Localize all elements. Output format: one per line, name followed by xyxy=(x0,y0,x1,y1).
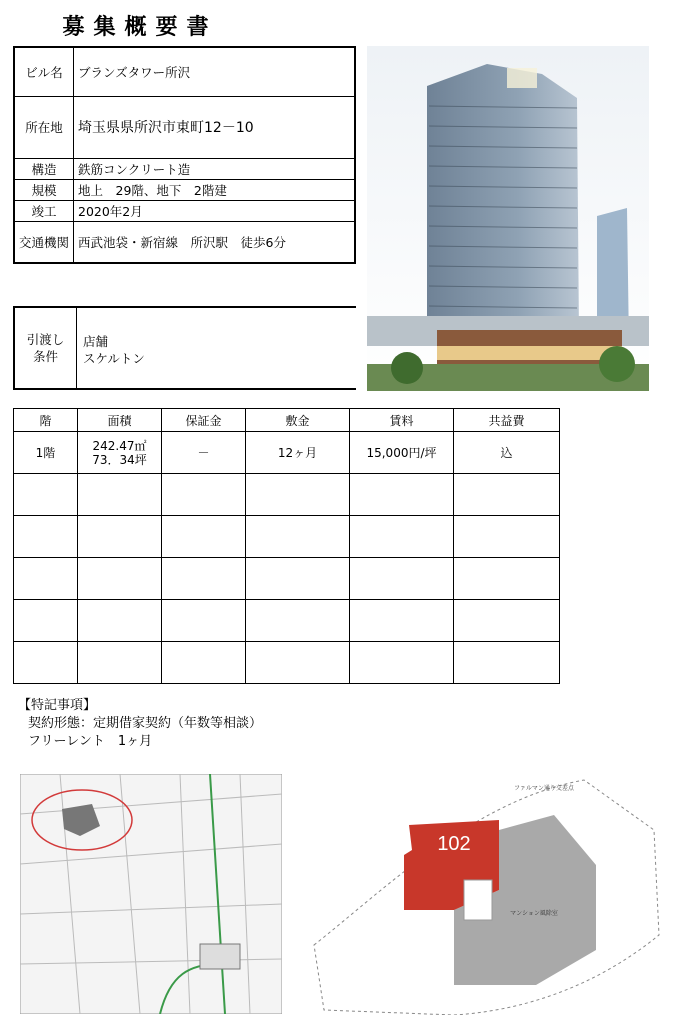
handover-label-line1: 引渡し xyxy=(26,332,65,347)
notes-heading: 【特記事項】 xyxy=(18,698,97,713)
street-label: ファルマン通り交差点 xyxy=(514,785,574,792)
value-scale: 地上 29階、地下 2階建 xyxy=(74,179,356,200)
unit-102-label: 102 xyxy=(437,833,471,855)
row-structure xyxy=(14,158,355,179)
cell-rent: 15,000円/坪 xyxy=(350,432,454,474)
handover-value xyxy=(83,333,145,367)
label-address: 所在地 xyxy=(14,96,74,158)
special-notes xyxy=(18,697,262,751)
handover-value-line2: スケルトン xyxy=(83,351,145,366)
label-completed: 竣工 xyxy=(14,200,74,221)
header-floor: 階 xyxy=(14,409,78,432)
rent-table xyxy=(13,408,560,684)
header-rent: 賃料 xyxy=(350,409,454,432)
cell-guarantee: － xyxy=(162,432,246,474)
row-transport xyxy=(14,221,355,263)
cell-deposit: 12ヶ月 xyxy=(246,432,350,474)
label-scale: 規模 xyxy=(14,179,74,200)
handover-value-line1: 店舗 xyxy=(83,334,109,349)
rent-table-header xyxy=(14,409,560,432)
handover-label xyxy=(15,308,77,388)
header-deposit: 敷金 xyxy=(246,409,350,432)
row-scale xyxy=(14,179,355,200)
building-info-table xyxy=(13,46,356,264)
row-address xyxy=(14,96,355,158)
page-title: 募集概要書 xyxy=(62,15,218,40)
value-structure: 鉄筋コンクリート造 xyxy=(74,158,356,179)
table-row xyxy=(14,558,560,600)
header-common-fee: 共益費 xyxy=(454,409,560,432)
location-map xyxy=(20,774,282,1014)
header-area: 面積 xyxy=(78,409,162,432)
label-transport: 交通機関 xyxy=(14,221,74,263)
notes-free-rent: フリーレント 1ヶ月 xyxy=(28,734,153,749)
mansion-entrance-label: マンション風除室 xyxy=(510,910,558,917)
cell-area-tsubo: 73．34坪 xyxy=(92,452,147,467)
table-row xyxy=(14,642,560,684)
handover-label-line2: 条件 xyxy=(32,349,58,364)
value-completed: 2020年2月 xyxy=(74,200,356,221)
header-guarantee: 保証金 xyxy=(162,409,246,432)
value-address: 埼玉県県所沢市東町12－10 xyxy=(74,96,356,158)
cell-area xyxy=(78,432,162,474)
table-row xyxy=(14,516,560,558)
building-photo xyxy=(367,46,649,391)
cell-area-sqm: 242.47㎡ xyxy=(92,438,147,453)
value-transport: 西武池袋・新宿線 所沢駅 徒歩6分 xyxy=(74,221,356,263)
notes-contract: 契約形態：定期借家契約（年数等相談） xyxy=(28,716,263,731)
label-structure: 構造 xyxy=(14,158,74,179)
label-building-name: ビル名 xyxy=(14,47,74,96)
table-row xyxy=(14,474,560,516)
row-building-name xyxy=(14,47,355,96)
cell-floor: 1階 xyxy=(14,432,78,474)
value-building-name: ブランズタワー所沢 xyxy=(74,47,356,96)
row-completed xyxy=(14,200,355,221)
cell-common-fee: 込 xyxy=(454,432,560,474)
floor-plan xyxy=(304,770,664,1015)
handover-conditions xyxy=(13,306,356,390)
table-row xyxy=(14,600,560,642)
table-row xyxy=(14,432,560,474)
